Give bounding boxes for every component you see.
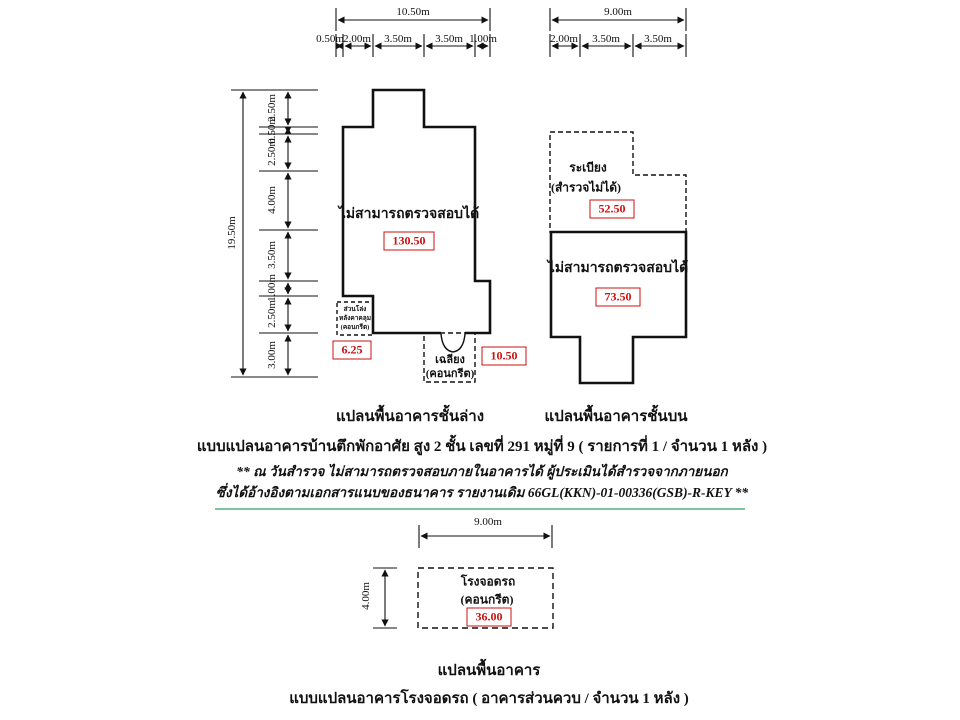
ground-open-area-label: หลังคาคลุม [338,314,372,322]
ground-width-segment-label: 1.00m [469,33,497,45]
ground-porch-label: เฉลียง [435,354,465,366]
document-title: แบบแปลนอาคารบ้านตึกพักอาศัย สูง 2 ชั้น เลขที่ 291 หมู่ที่ 9 ( รายการที่ 1 / จำนวน 1 หลัง ) [196,439,768,455]
ground-porch-area-value: 10.50 [482,347,527,366]
upper-width-segment-label: 2.00m [550,33,578,45]
garage-height-total-label: 4.00m [360,582,372,610]
upper-plan-caption: แปลนพื้นอาคารชั้นบน [544,409,688,425]
upper-width-total-label: 9.00m [604,6,632,18]
upper-width-segment-label: 3.50m [592,33,620,45]
upper-balcony-area-value: 52.50 [590,200,635,219]
garage-width-total-label: 9.00m [474,516,502,528]
upper-balcony-label: (สำรวจไม่ได้) [550,180,622,195]
ground-height-segment-label: 2.50m [266,300,278,328]
ground-main-room-label: ไม่สามารถตรวจสอบได้ [338,207,480,222]
ground-width-segment-label: 3.50m [384,33,412,45]
upper-balcony-label: ระเบียง [569,160,607,175]
ground-height-segment-label: 2.50m [266,94,278,122]
survey-note-line1: ** ณ วันสำรวจ ไม่สามารถตรวจสอบภายในอาคารได้ ผู้ประเมินได้สำรวจจากภายนอก [236,464,728,479]
ground-main-area-value: 130.50 [384,232,435,251]
upper-main-room-label: ไม่สามารถตรวจสอบได้ [547,261,689,276]
ground-width-segment-label: 0.50m [316,33,344,45]
survey-note-line2: ซึ่งได้อ้างอิงตามเอกสารแนบของธนาคาร รายงานเดิม 66GL(KKN)-01-00336(GSB)-R-KEY ** [215,485,749,500]
ground-open-area-label: (คอนกรีต) [340,323,370,331]
garage-plan-subcaption: แบบแปลนอาคารโรงจอดรถ ( อาคารส่วนควบ / จำนวน 1 หลัง ) [289,691,689,707]
ground-height-segment-label: 1.00m [266,274,278,302]
garage-label: โรงจอดรถ [460,574,516,589]
ground-height-total-label: 19.50m [226,216,238,250]
ground-height-segment-label: 3.50m [266,241,278,269]
ground-width-segment-label: 3.50m [435,33,463,45]
garage-plan-caption: แปลนพื้นอาคาร [437,663,541,679]
upper-main-area-value: 73.50 [596,288,641,307]
upper-floor-outline [551,232,686,383]
ground-height-segment-label: 2.50m [266,138,278,166]
ground-width-segment-label: 2.00m [343,33,371,45]
garage-label: (คอนกรีต) [460,592,514,607]
ground-height-segment-label: 0.50m [266,116,278,144]
ground-width-total-label: 10.50m [396,6,430,18]
ground-open-area-label: ส่วนโล่ง [343,305,367,313]
ground-height-segment-label: 4.00m [266,186,278,214]
ground-porch-label: (คอนกรีต) [425,368,475,380]
ground-plan-caption: แปลนพื้นอาคารชั้นล่าง [335,409,485,425]
ground-open-area-value: 6.25 [333,341,372,360]
upper-width-segment-label: 3.50m [644,33,672,45]
garage-area-value: 36.00 [467,608,512,627]
ground-height-segment-label: 3.00m [266,341,278,369]
